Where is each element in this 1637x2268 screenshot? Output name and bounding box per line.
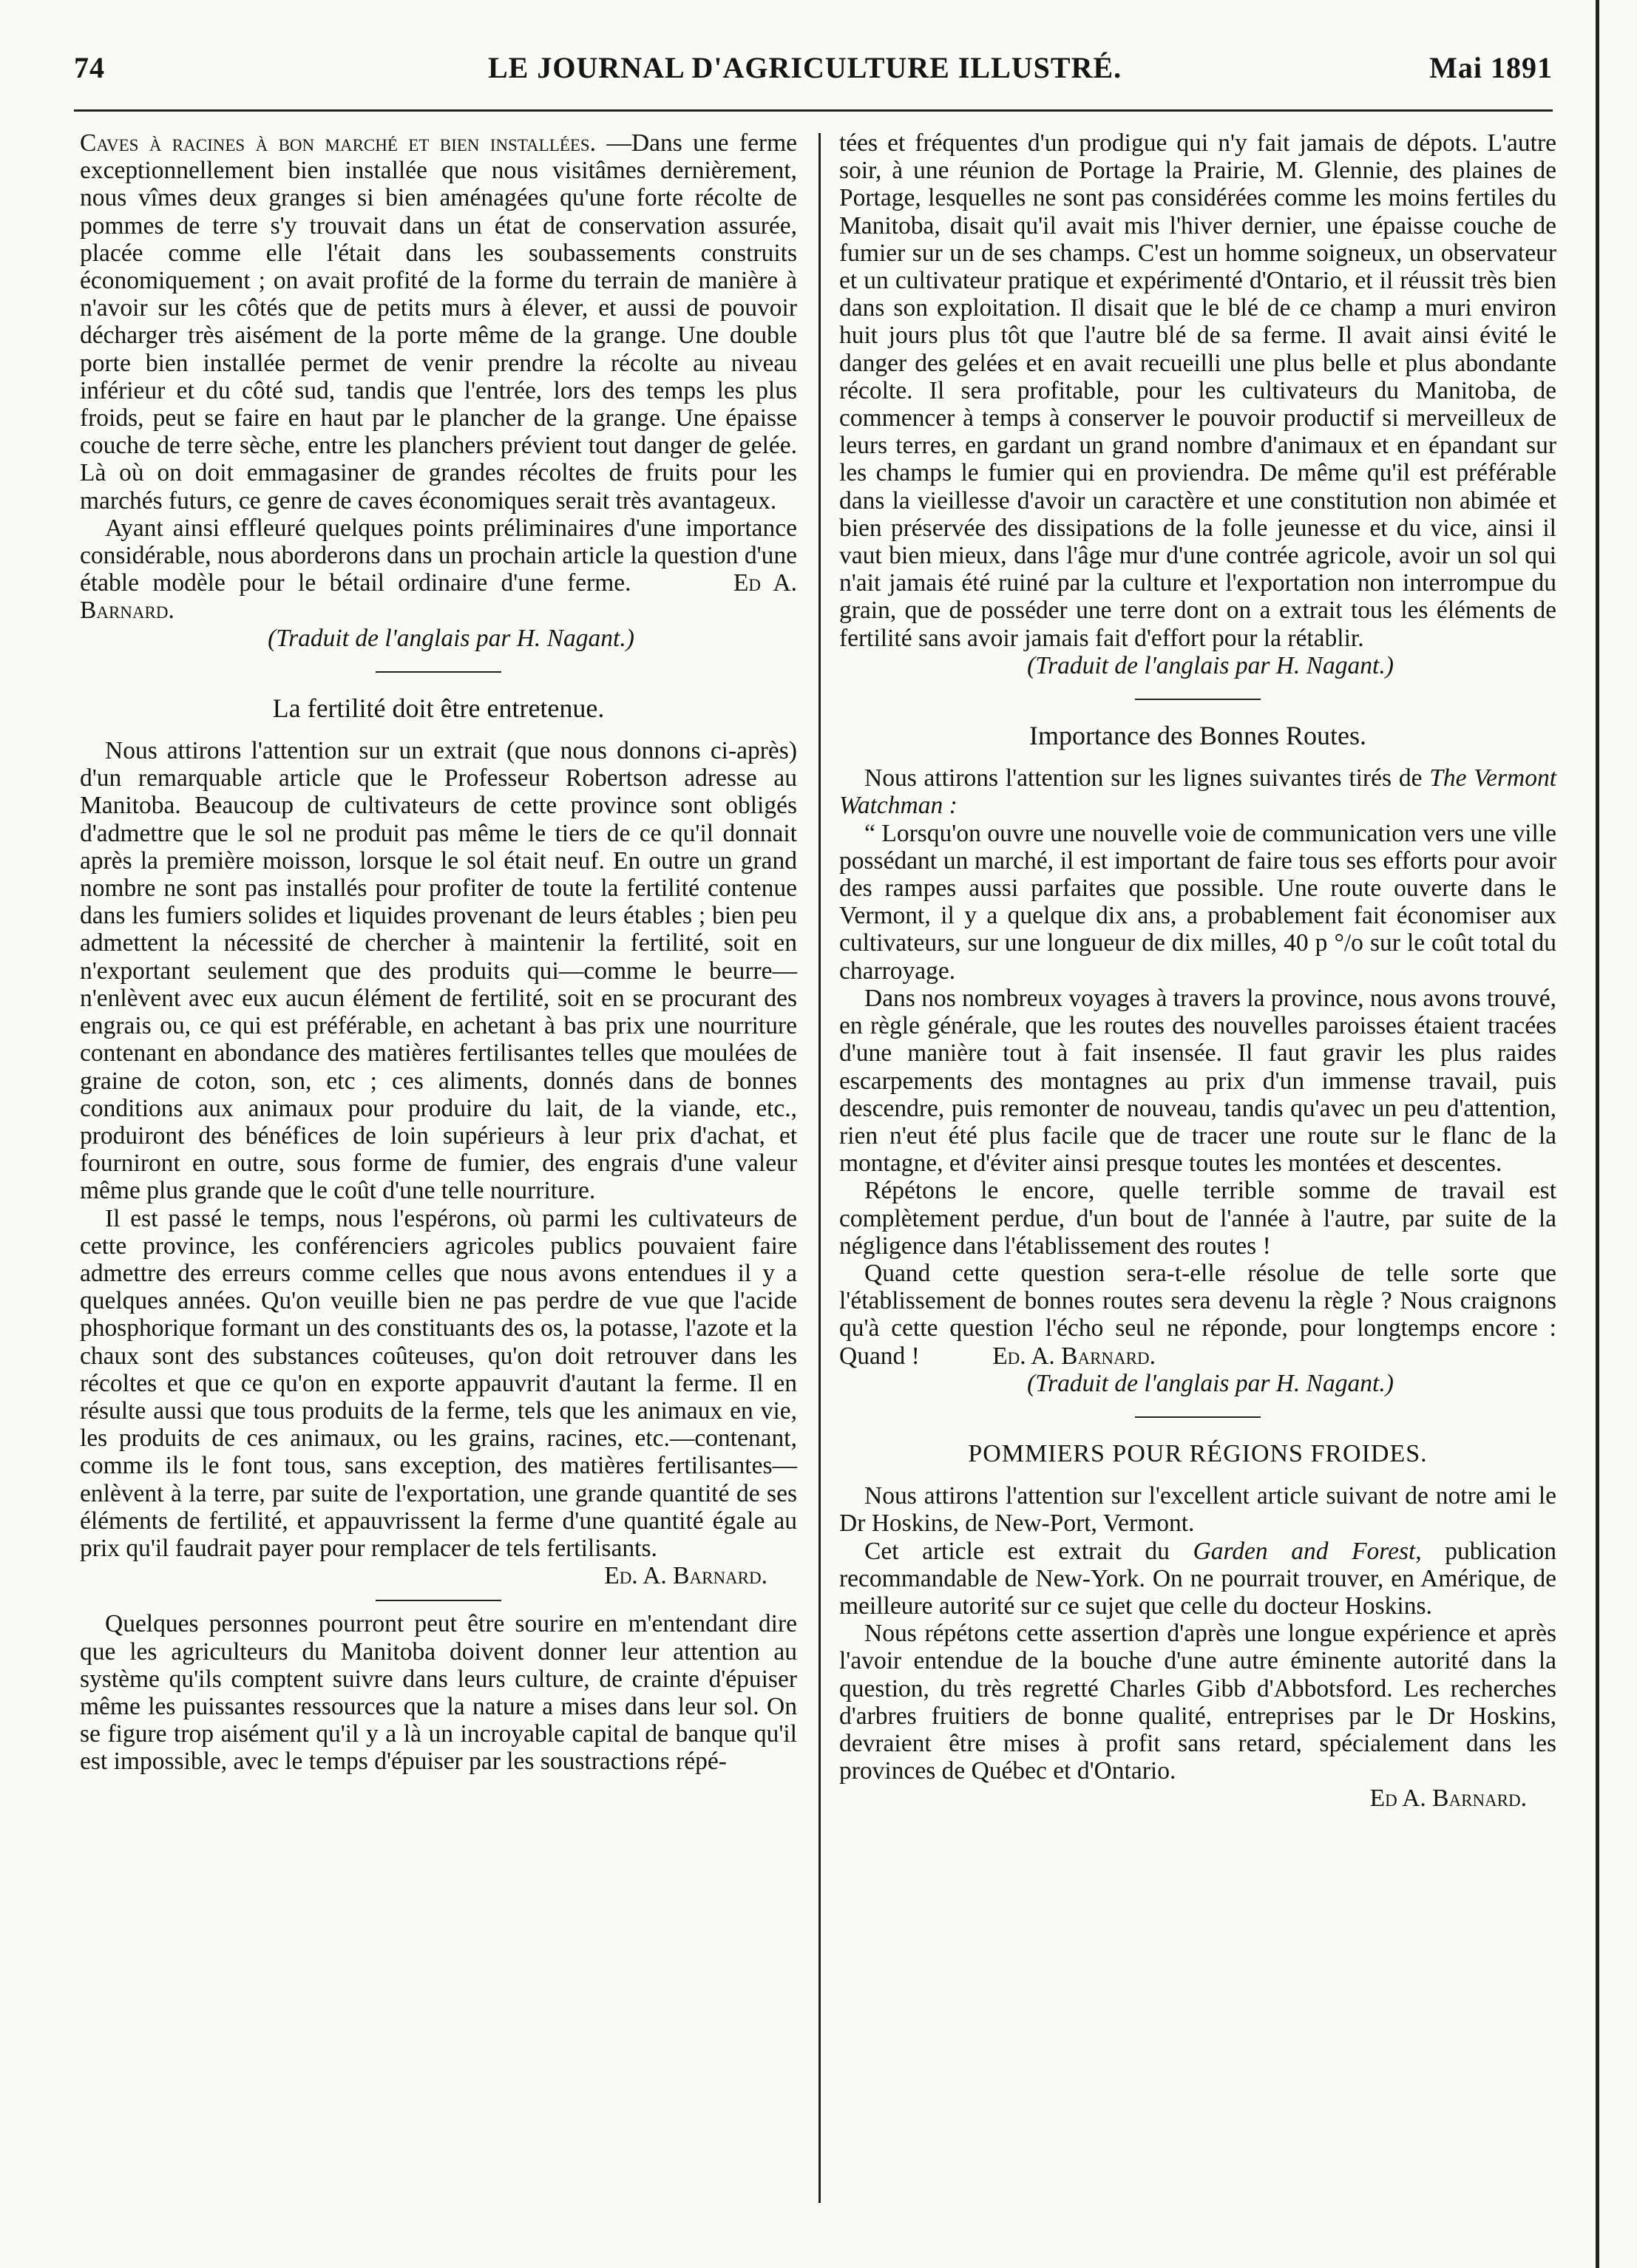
fertilite-paragraph-2: Il est passé le temps, nous l'espérons, où parmi les cultivateurs de cette province, les conférenciers agricoles publics pouvaient faire admettre des erreurs comme celles que nous avons entendues il y a quelques années. Qu'on veuille bien ne pas perdre de vue que l'acide phosphorique formant un des constituants des os, la potasse, l'azote et la chaux sont des substances coûteuses, qu'on doit retrouver dans les récoltes et que ce qu'on en exporte appauvrit d'autant la ferme. Il en résulte aussi que tous produits de la ferme, tels que les animaux en vie, les produits de ces animaux, ou les grains, racines, etc.—contenant, comme ils le font tous, sans exception, des matières fertilisantes—enlèvent à la terre, par suite de l'exportation, une grande quantité de ses éléments de fertilité, et appauvrissent la ferme d'une quantité égale au prix qu'il faudrait payer pour remplacer de tels fertilisants. [80,1204,797,1562]
pommiers-signature: Ed A. Barnard. [1369,1785,1527,1813]
routes-intro: Nous attirons l'attention sur les lignes suivantes tirés de [864,764,1423,792]
routes-heading: Importance des Bonnes Routes. [1029,721,1366,751]
fertilite-signature: Ed. A. Barnard. [604,1562,767,1590]
page-edge-line [1596,0,1599,2268]
caves-title: Caves à racines à bon marché et bien installées. [80,129,597,157]
pommiers-paragraph-3: Nous répétons cette assertion d'après une longue expérience et après l'avoir entendue de la bouche d'une autre éminente autorité dans la question, du très regretté Charles Gibb d'Abbotsford. Les recherches d'arbres fruitiers de bonne qualité, entreprises par le Dr Hoskins, devraient être mises à profit sans retard, spécialement dans les provinces de Québec et d'Ontario. [839,1620,1556,1785]
caves-signature: Ed A. Barnard. [80,569,797,625]
routes-paragraph-5-text: Quand cette question sera-t-elle résolue de telle sorte que l'établissement de bonnes routes sera devenu la règle ? Nous craignons qu'à cette question l'écho seul ne réponde, pour longtemps encore : Quand ! [839,1259,1556,1370]
section-rule-4 [1135,1416,1261,1418]
left-column [80,129,797,1776]
pommiers-heading: POMMIERS POUR RÉGIONS FROIDES. [968,1439,1428,1467]
fertilite-translator-note: (Traduit de l'anglais par H. Nagant.) [1027,651,1394,679]
header-rule [74,109,1553,112]
pommiers-paragraph-2 [839,1538,1556,1620]
caves-translator-note: (Traduit de l'anglais par H. Nagant.) [268,624,634,652]
fertilite-paragraph-1: Nous attirons l'attention sur un extrait (que nous donnons ci-après) d'un remarquable article que le Professeur Robertson adresse au Manitoba. Beaucoup de cultivateurs de cette province sont obligés d'admettre que le sol ne produit pas même le tiers de ce qu'il donnait après la première moisson, lorsque le sol était neuf. En outre un grand nombre ne sont pas installés pour profiter de toute la fertilité contenue dans les fumiers solides et liquides provenant de leurs étables ; bien peu admettent la nécessité de chercher à maintenir la fertilité, soit en n'exportant seulement que des produits qui—comme le beurre—n'enlèvent avec eux aucun élément de fertilité, soit en se procurant des engrais ou, ce qui est préférable, en achetant à bas prix une nourriture contenant en abondance des matières fertilisantes telles que moulées de graine de coton, son, etc ; ces aliments, donnés dans de bonnes conditions aux animaux pour produire du lait, de la viande, etc., produiront des bénéfices de loin supérieurs à leur prix d'achat, et fourniront en outre, sous forme de fumier, des engrais d'une valeur même plus grande que le coût d'une telle nourriture. [80,737,797,1205]
page-number: 74 [74,51,105,84]
right-column [839,129,1556,1813]
column-divider [818,133,821,2203]
fertilite-paragraph-3: Quelques personnes pourront peut être sourire en m'entendant dire que les agriculteurs du Manitoba doivent donner leur attention au système qu'ils comptent suivre dans leurs culture, de crainte d'épuiser même les puissantes ressources que la nature a mises dans leur sol. On se figure trop aisément qu'il y a là un incroyable capital de banque qu'il est impossible, avec le temps d'épuiser par les soustractions répé- [80,1610,797,1776]
issue-date: Mai 1891 [1429,51,1553,84]
routes-translator-note: (Traduit de l'anglais par H. Nagant.) [1027,1369,1394,1397]
routes-paragraph-2: “ Lorsqu'on ouvre une nouvelle voie de communication vers une ville possédant un marché, il est important de faire tous ses efforts pour avoir des rampes aussi parfaites que possible. Une route ouverte dans le Vermont, il y a quelque dix ans, a probablement fait économiser aux cultivateurs, sur une longueur de dix milles, 40 p °/o sur le coût total du charroyage. [839,819,1556,985]
routes-paragraph-5 [839,1260,1556,1370]
section-rule [376,671,501,673]
fertilite-heading: La fertilité doit être entretenue. [272,693,605,723]
fertilite-continuation: tées et fréquentes d'un prodigue qui n'y fait jamais de dépots. L'autre soir, à une réunion de Portage la Prairie, M. Glennie, des plaines de Portage, lesquelles ne sont pas considérées comme les moins fertiles du Manitoba, disait qu'il avait mis l'hiver dernier, une épaisse couche de fumier sur un de ses champs. C'est un homme soigneux, un observateur et un cultivateur pratique et expérimenté d'Ontario, et il réussit très bien dans son exploitation. Il disait que le blé de ce champ a muri environ huit jours plus tôt que l'autre blé de sa ferme. Il avait ainsi évité le danger des gelées et en avait recueilli une plus belle et plus abondante récolte. Il sera profitable, pour les cultivateurs du Manitoba, de commencer à temps à conserver le pouvoir productif si merveilleux de leurs terres, en gardant un grand nombre d'animaux et en épandant sur les champs le fumier qui en proviendra. De même qu'il est préférable dans la vieillesse d'avoir un caractère et une constitution non abimée et bien préservée des dissipations de la folle jeunesse et du vice, ainsi il vaut bien mieux, dans l'âge mur d'une contrée agricole, avoir un sol qui n'ait jamais été ruiné par la culture et l'exportation non interrompue du grain, que de posséder une terre dont on a extrait tous les éléments de fertilité sans avoir jamais fait d'effort pour la rétablir. [839,129,1556,652]
caves-paragraph-2-text: Ayant ainsi effleuré quelques points préliminaires d'une importance considérable, nous aborderons dans un prochain article la question d'une étable modèle pour le bétail ordinaire d'une ferme. [80,514,797,597]
section-rule-3 [1135,699,1261,700]
pommiers-paragraph-2-a: Cet article est extrait du [864,1537,1170,1565]
section-rule-2 [376,1600,501,1601]
journal-title: LE JOURNAL D'AGRICULTURE ILLUSTRÉ. [488,51,1122,84]
pommiers-paragraph-2-b: publication recommandable de New-York. On ne pourrait trouver, en Amérique, de meilleure autorité sur ce sujet que celle du docteur Hoskins. [839,1537,1557,1620]
caves-paragraph-1: —Dans une ferme exceptionnellement bien installée que nous visitâmes dernièrement, nous vîmes deux granges si bien aménagées qu'une forte récolte de pommes de terre s'y trouvait dans un état de conservation assurée, placée comme elle l'était dans les soubassements construits économiquement ; on avait profité de la forme du terrain de manière à n'avoir sur les côtés que de petits murs à élever, et aussi de pouvoir décharger très aisément de la porte même de la grange. Une double porte bien installée permet de venir prendre la récolte au niveau inférieur et du côté sud, tandis que l'entrée, lors des temps les plus froids, peut se faire en haut par le plancher de la grange. Une épaisse couche de terre sèche, entre les planchers prévient tout danger de gelée. Là où on doit emmagasiner de grandes récoltes de fruits pour les marchés futurs, ce genre de caves économiques serait très avantageux. [80,129,798,515]
pommiers-paragraph-1: Nous attirons l'attention sur l'excellent article suivant de notre ami le Dr Hoskins, de New-Port, Vermont. [839,1482,1556,1538]
routes-paragraph-4: Répétons le encore, quelle terrible somme de travail est complètement perdue, d'un bout de l'année à l'autre, par suite de la négligence dans l'établissement des routes ! [839,1177,1556,1260]
caves-paragraph-2 [80,515,797,625]
routes-paragraph-1 [839,764,1556,819]
routes-paragraph-3: Dans nos nombreux voyages à travers la province, nous avons trouvé, en règle générale, que les routes des nouvelles paroisses étaient tracées d'une manière tout à fait insensée. Il faut gravir les plus raides escarpements des montagnes au prix d'un immense travail, puis descendre, puis remonter de nouveau, tandis qu'avec un peu d'attention, rien n'eut été plus facile que de tracer une route sur le flanc de la montagne, et d'éviter ainsi presque toutes les montées et descentes. [839,984,1556,1178]
running-head [74,43,1553,87]
pommiers-source: Garden and Forest, [1193,1537,1422,1565]
routes-source: The Vermont Watchman : [839,764,1557,820]
caves-article [80,129,797,515]
routes-signature: Ed. A. Barnard. [992,1342,1156,1370]
